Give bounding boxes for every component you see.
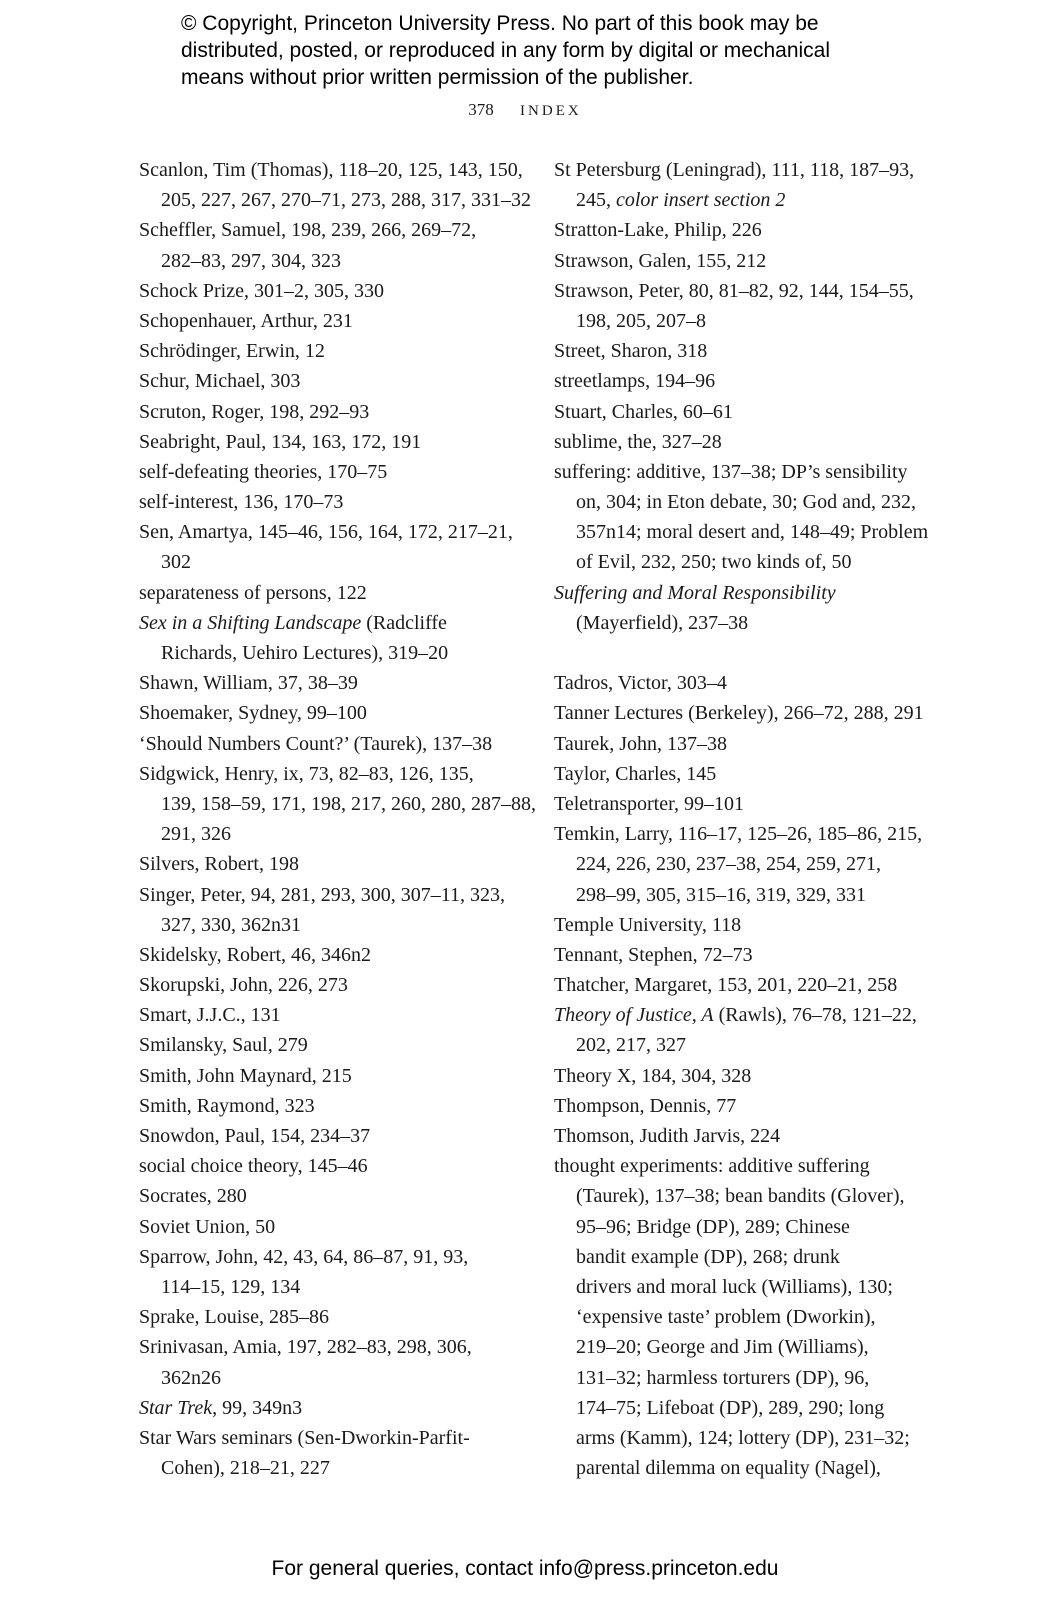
entry-text: Stratton-Lake, Philip, 226 <box>554 219 762 242</box>
index-entry <box>139 336 524 366</box>
index-entry <box>139 427 524 457</box>
index-entry-continuation <box>554 306 944 336</box>
index-entry <box>139 1393 524 1423</box>
index-entry <box>554 1151 944 1181</box>
entry-text: 139, 158–59, 171, 198, 217, 260, 280, 287–88, <box>161 792 536 815</box>
index-entry-continuation <box>139 185 531 215</box>
entry-text: Teletransporter, 99–101 <box>554 792 744 815</box>
copyright-line: © Copyright, Princeton University Press. No part of this book may be <box>181 12 819 35</box>
entry-text: parental dilemma on equality (Nagel), <box>576 1457 881 1480</box>
entry-text: 298–99, 305, 315–16, 319, 329, 331 <box>576 883 866 906</box>
entry-text: Silvers, Robert, 198 <box>139 853 299 876</box>
index-entry <box>554 729 944 759</box>
entry-text: Socrates, 280 <box>139 1185 247 1208</box>
index-entry <box>554 789 944 819</box>
index-entry <box>139 698 524 728</box>
index-entry <box>139 1151 524 1181</box>
index-entry-continuation <box>139 638 524 668</box>
index-entry-continuation <box>139 246 524 276</box>
page-number: 378 <box>468 100 494 119</box>
entry-text: 357n14; moral desert and, 148–49; Problem <box>576 521 929 544</box>
entry-text: Richards, Uehiro Lectures), 319–20 <box>161 642 449 664</box>
entry-text: 114–15, 129, 134 <box>161 1275 301 1298</box>
index-entry-continuation <box>139 1272 524 1302</box>
entry-text: separateness of persons, 122 <box>139 581 367 604</box>
index-entry-continuation <box>554 849 944 879</box>
entry-text: drivers and moral luck (Williams), 130; <box>576 1275 893 1298</box>
index-entry-continuation <box>139 789 536 819</box>
entry-text: Seabright, Paul, 134, 163, 172, 191 <box>139 430 422 453</box>
section-title: INDEX <box>520 103 582 119</box>
index-entry <box>139 1181 524 1211</box>
index-entry <box>554 246 944 276</box>
index-entry <box>554 366 944 396</box>
index-entry-continuation <box>554 608 944 638</box>
entry-text: Temkin, Larry, 116–17, 125–26, 185–86, 215, <box>554 823 923 846</box>
index-entry-continuation <box>554 517 944 547</box>
entry-text: Scheffler, Samuel, 198, 239, 266, 269–72, <box>139 219 477 242</box>
entry-text: Sen, Amartya, 145–46, 156, 164, 172, 217–21, <box>139 521 513 544</box>
index-entry <box>139 759 524 789</box>
index-entry-continuation <box>554 1181 944 1211</box>
index-entry <box>554 1121 944 1151</box>
entry-text: self-defeating theories, 170–75 <box>139 460 388 483</box>
index-entry <box>554 427 944 457</box>
entry-text: suffering: additive, 137–38; DP’s sensibility <box>554 460 908 483</box>
index-entry <box>554 759 944 789</box>
entry-text: Scanlon, Tim (Thomas), 118–20, 125, 143, 150, <box>139 159 523 181</box>
index-entry <box>139 366 524 396</box>
index-entry <box>139 487 524 517</box>
entry-text: Tadros, Victor, 303–4 <box>554 672 727 695</box>
italic-title: Suffering and Moral Responsibility <box>554 581 836 604</box>
footer-text: For general queries, contact info@press.princeton.edu <box>271 1557 779 1580</box>
italic-title: Theory of Justice, A <box>554 1004 714 1027</box>
index-entry <box>139 306 524 336</box>
index-entry-continuation <box>554 1212 944 1242</box>
entry-text: 362n26 <box>161 1366 221 1389</box>
index-entry <box>139 1000 524 1030</box>
entry-text: on, 304; in Eton debate, 30; God and, 232, <box>576 491 916 514</box>
entry-text: Strawson, Galen, 155, 212 <box>554 249 767 272</box>
entry-text: Smart, J.J.C., 131 <box>139 1004 281 1027</box>
index-entry <box>554 970 944 1000</box>
copyright-line: distributed, posted, or reproduced in any form by digital or mechanical <box>181 39 831 62</box>
index-entry <box>139 729 524 759</box>
index-entry <box>139 880 524 910</box>
entry-text: Smith, Raymond, 323 <box>139 1094 315 1117</box>
entry-text: Singer, Peter, 94, 281, 293, 300, 307–11, 323, <box>139 883 505 906</box>
index-entry-continuation <box>554 1272 944 1302</box>
entry-text: Tanner Lectures (Berkeley), 266–72, 288, 291 <box>554 702 924 725</box>
entry-text: Shawn, William, 37, 38–39 <box>139 672 358 695</box>
index-entry-continuation <box>139 1453 524 1483</box>
index-entry-continuation <box>554 547 944 577</box>
index-entry <box>139 457 524 487</box>
entry-text: social choice theory, 145–46 <box>139 1155 368 1178</box>
index-entry <box>139 1302 524 1332</box>
index-entry <box>554 155 944 185</box>
index-entry <box>139 276 524 306</box>
entry-text: Shoemaker, Sydney, 99–100 <box>139 702 367 725</box>
entry-text: ‘expensive taste’ problem (Dworkin), <box>576 1306 876 1329</box>
index-entry <box>139 1212 524 1242</box>
entry-text: self-interest, 136, 170–73 <box>139 491 344 514</box>
entry-text: 174–75; Lifeboat (DP), 289, 290; long <box>576 1396 885 1419</box>
index-entry <box>139 1121 524 1151</box>
index-entry <box>139 397 524 427</box>
index-entry <box>554 276 944 306</box>
entry-text: Thatcher, Margaret, 153, 201, 220–21, 258 <box>554 974 898 997</box>
entry-text: , 99, 349n3 <box>212 1396 303 1419</box>
index-entry <box>139 970 524 1000</box>
entry-text: Taurek, John, 137–38 <box>554 732 728 755</box>
index-entry <box>554 1000 944 1030</box>
index-entry-continuation <box>139 819 524 849</box>
index-entry-continuation <box>554 1363 944 1393</box>
entry-text: streetlamps, 194–96 <box>554 370 716 393</box>
index-entry-continuation <box>554 880 944 910</box>
entry-text: Tennant, Stephen, 72–73 <box>554 943 753 966</box>
index-entry-continuation <box>554 1242 944 1272</box>
entry-text: (Radcliffe <box>361 611 447 634</box>
copyright-notice <box>181 10 901 91</box>
entry-text: Temple University, 118 <box>554 913 742 936</box>
entry-text: Schur, Michael, 303 <box>139 370 301 393</box>
entry-text: (Mayerfield), 237–38 <box>576 611 749 634</box>
entry-text: Cohen), 218–21, 227 <box>161 1457 330 1480</box>
index-entry-continuation <box>554 1423 944 1453</box>
index-entry-continuation <box>554 1030 944 1060</box>
entry-text: 224, 226, 230, 237–38, 254, 259, 271, <box>576 853 881 876</box>
italic-title: Star Trek <box>139 1396 213 1419</box>
index-entry <box>139 608 524 638</box>
entry-text: Snowdon, Paul, 154, 234–37 <box>139 1125 371 1147</box>
entry-text: Thomson, Judith Jarvis, 224 <box>554 1125 781 1147</box>
index-entry <box>139 578 524 608</box>
entry-text: 198, 205, 207–8 <box>576 309 706 332</box>
italic-title: color insert section 2 <box>616 189 786 212</box>
entry-text: thought experiments: additive suffering <box>554 1155 870 1178</box>
index-entry <box>139 1332 524 1362</box>
entry-text: 95–96; Bridge (DP), 289; Chinese <box>576 1215 850 1238</box>
entry-text: Sparrow, John, 42, 43, 64, 86–87, 91, 93, <box>139 1245 469 1268</box>
entry-text: (Rawls), 76–78, 121–22, <box>713 1004 917 1027</box>
index-entry <box>554 819 944 849</box>
entry-text: Star Wars seminars (Sen-Dworkin-Parfit- <box>139 1426 470 1449</box>
index-entry-continuation <box>554 487 944 517</box>
entry-text: Sprake, Louise, 285–86 <box>139 1306 329 1329</box>
index-entry <box>139 1091 524 1121</box>
index-entry <box>139 155 524 185</box>
entry-text: 291, 326 <box>161 823 231 846</box>
index-entry <box>554 698 944 728</box>
index-entry <box>139 215 524 245</box>
index-entry <box>139 1030 524 1060</box>
entry-text: 245, <box>576 189 616 212</box>
entry-text: 202, 217, 327 <box>576 1034 686 1057</box>
entry-text: Scruton, Roger, 198, 292–93 <box>139 400 370 423</box>
index-entry-continuation <box>554 185 944 215</box>
index-column-right <box>554 155 944 1483</box>
index-entry-continuation <box>554 1302 944 1332</box>
index-entry <box>139 849 524 879</box>
index-entry <box>139 1061 524 1091</box>
entry-text: 327, 330, 362n31 <box>161 913 301 936</box>
entry-text: St Petersburg (Leningrad), 111, 118, 187–93, <box>554 159 915 181</box>
entry-text: 282–83, 297, 304, 323 <box>161 249 341 272</box>
entry-text: Skidelsky, Robert, 46, 346n2 <box>139 943 372 966</box>
index-entry <box>554 457 944 487</box>
index-entry <box>554 1091 944 1121</box>
entry-text: arms (Kamm), 124; lottery (DP), 231–32; <box>576 1426 910 1449</box>
entry-text: Schrödinger, Erwin, 12 <box>139 340 325 363</box>
entry-text: Theory X, 184, 304, 328 <box>554 1064 752 1087</box>
index-column-left <box>139 155 536 1483</box>
index-entry <box>554 215 944 245</box>
entry-text: Stuart, Charles, 60–61 <box>554 400 733 423</box>
index-spacer <box>554 638 944 668</box>
index-entry <box>139 1423 524 1453</box>
index-entry-continuation <box>554 1393 944 1423</box>
entry-text: of Evil, 232, 250; two kinds of, 50 <box>576 551 852 574</box>
index-entry <box>554 578 944 608</box>
index-entry <box>554 940 944 970</box>
entry-text: ‘Should Numbers Count?’ (Taurek), 137–38 <box>139 732 493 755</box>
entry-text: 131–32; harmless torturers (DP), 96, <box>576 1366 870 1389</box>
entry-text: Smith, John Maynard, 215 <box>139 1064 352 1087</box>
entry-text: 219–20; George and Jim (Williams), <box>576 1336 869 1359</box>
index-entry-continuation <box>139 1363 524 1393</box>
entry-text: (Taurek), 137–38; bean bandits (Glover), <box>576 1185 905 1208</box>
entry-text: Strawson, Peter, 80, 81–82, 92, 144, 154–55, <box>554 279 914 302</box>
index-entry-continuation <box>139 910 524 940</box>
entry-text: Street, Sharon, 318 <box>554 340 708 363</box>
index-entry <box>139 668 524 698</box>
entry-text: Soviet Union, 50 <box>139 1215 276 1238</box>
entry-text: sublime, the, 327–28 <box>554 430 722 453</box>
index-entry <box>554 397 944 427</box>
entry-text: Srinivasan, Amia, 197, 282–83, 298, 306, <box>139 1336 472 1359</box>
index-entry <box>139 1242 524 1272</box>
index-entry <box>139 517 524 547</box>
index-entry-continuation <box>139 547 524 577</box>
entry-text: Thompson, Dennis, 77 <box>554 1094 737 1117</box>
index-entry-continuation <box>554 1453 944 1483</box>
entry-text: bandit example (DP), 268; drunk <box>576 1245 840 1268</box>
entry-text: Schopenhauer, Arthur, 231 <box>139 309 353 332</box>
running-head <box>0 98 1050 123</box>
footer-contact <box>0 1556 1050 1582</box>
copyright-line: means without prior written permission of the publisher. <box>181 66 694 89</box>
index-entry <box>554 668 944 698</box>
index-entry-continuation <box>554 1332 944 1362</box>
entry-text: 205, 227, 267, 270–71, 273, 288, 317, 331–32 <box>161 189 531 212</box>
entry-text: Sidgwick, Henry, ix, 73, 82–83, 126, 135, <box>139 762 474 785</box>
entry-text: Taylor, Charles, 145 <box>554 762 717 785</box>
index-entry <box>554 910 944 940</box>
entry-text: Smilansky, Saul, 279 <box>139 1034 308 1057</box>
index-entry <box>139 940 524 970</box>
italic-title: Sex in a Shifting Landscape <box>139 611 362 634</box>
index-entry <box>554 336 944 366</box>
entry-text: Skorupski, John, 226, 273 <box>139 974 348 997</box>
index-entry <box>554 1061 944 1091</box>
entry-text: Schock Prize, 301–2, 305, 330 <box>139 279 384 302</box>
entry-text: 302 <box>161 551 191 574</box>
